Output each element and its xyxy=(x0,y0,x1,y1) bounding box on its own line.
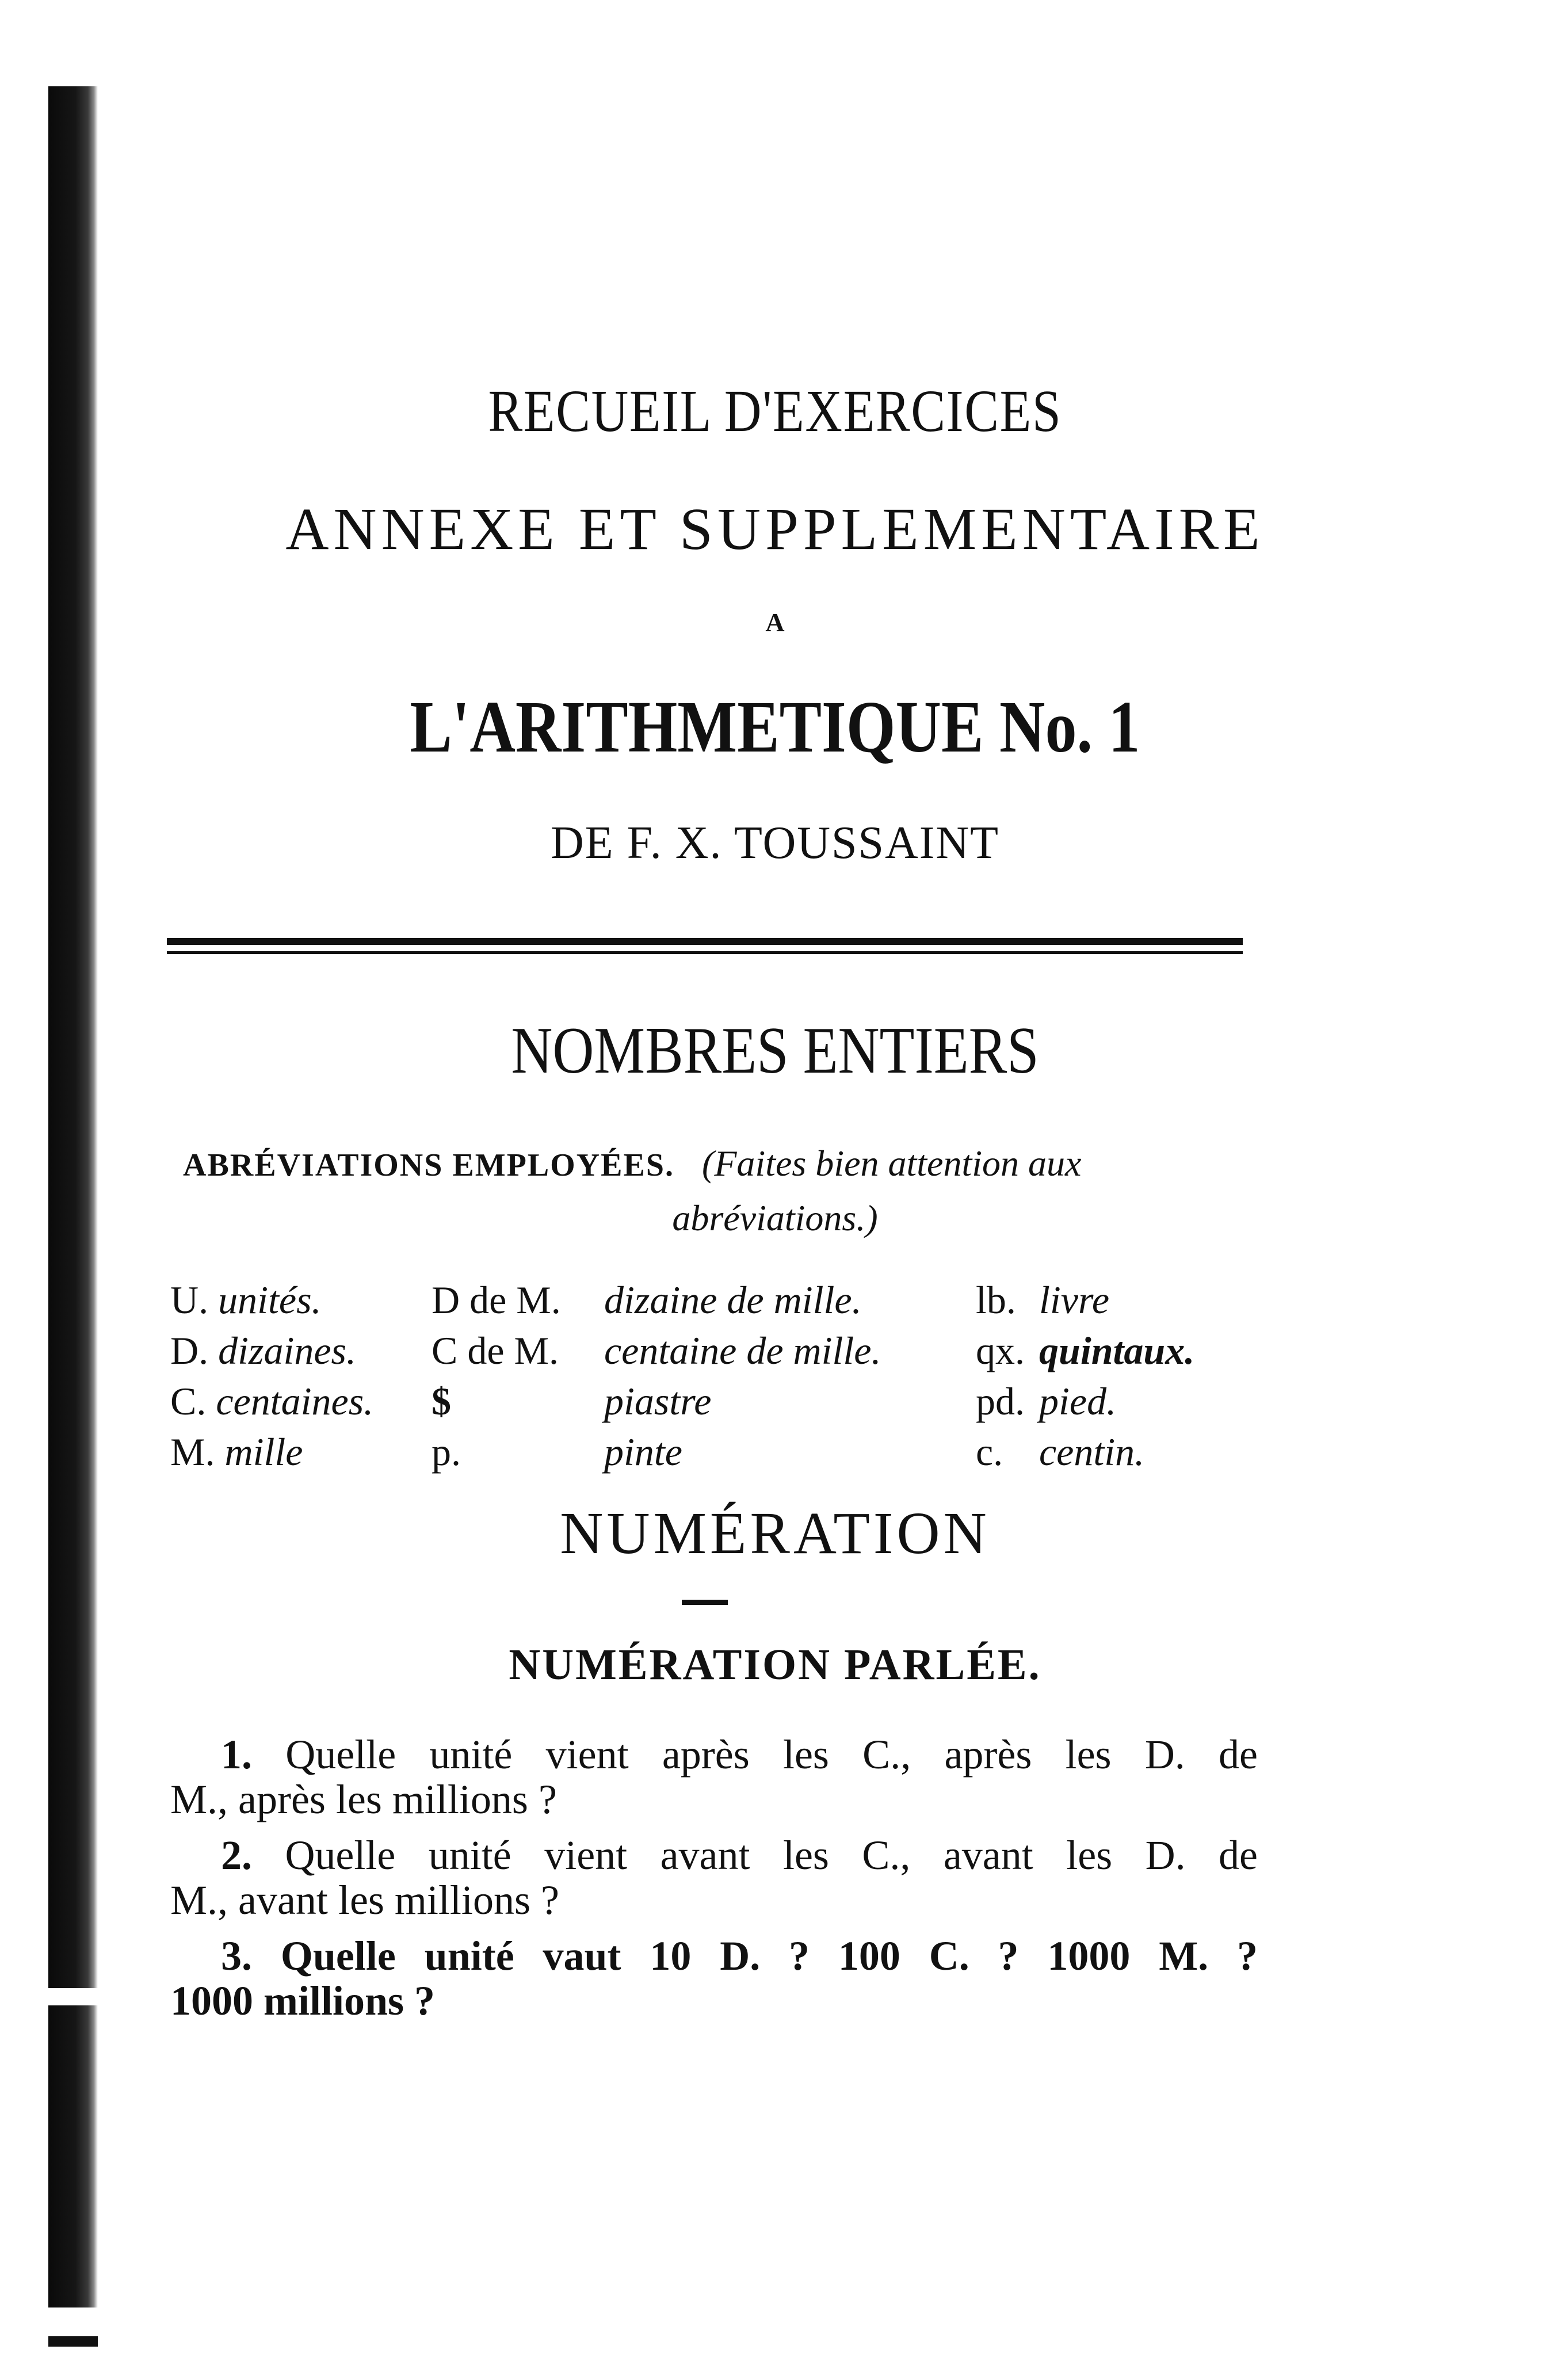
abbr-cell: livre xyxy=(1039,1278,1110,1322)
title-line-1: RECUEIL D'EXERCICES xyxy=(488,378,1062,444)
title-connector: A xyxy=(765,608,785,637)
abbr-cell: lb. xyxy=(976,1278,1016,1322)
abbreviations-note: (Faites bien attention aux xyxy=(702,1143,1082,1184)
question-item xyxy=(170,1833,1258,1923)
abbreviations-heading-line xyxy=(183,1142,1081,1185)
double-rule-thick xyxy=(167,938,1243,945)
question-number: 1. xyxy=(221,1731,252,1778)
abbr-cell: p. xyxy=(432,1430,461,1474)
numeration-subtitle: NUMÉRATION PARLÉE. xyxy=(509,1641,1041,1689)
question-continuation: 1000 millions ? xyxy=(170,1978,436,2024)
question-first-line: 3. Quelle unité vaut 10 D. ? 100 C. ? 1000 M. ? xyxy=(221,1933,1258,1979)
abbr-cell: pd. xyxy=(976,1379,1025,1423)
abbreviations-heading: ABRÉVIATIONS EMPLOYÉES. xyxy=(183,1147,675,1183)
abbreviations-note-continued: abréviations.) xyxy=(672,1197,878,1238)
abbr-cell: D. dizaines. xyxy=(170,1329,357,1372)
abbr-cell: pinte xyxy=(604,1430,682,1474)
abbr-cell: qx. xyxy=(976,1329,1025,1372)
abbr-cell: centaine de mille. xyxy=(604,1329,881,1372)
section-title: NOMBRES ENTIERS xyxy=(511,1014,1039,1088)
question-number: 3. xyxy=(221,1933,252,1979)
abbr-cell: C. centaines. xyxy=(170,1379,374,1423)
abbr-cell: M. mille xyxy=(170,1430,303,1474)
double-rule-thin xyxy=(167,951,1243,954)
abbr-cell: D de M. xyxy=(432,1278,561,1322)
abbr-cell: $ xyxy=(432,1379,451,1423)
abbr-cell: quintaux. xyxy=(1039,1329,1195,1372)
abbr-cell: dizaine de mille. xyxy=(604,1278,862,1322)
question-item xyxy=(170,1732,1258,1822)
abbr-cell: c. xyxy=(976,1430,1003,1474)
question-first-line: 2. Quelle unité vient avant les C., avant les D. de xyxy=(221,1832,1258,1878)
question-number: 2. xyxy=(221,1832,252,1878)
abbr-cell: centin. xyxy=(1039,1430,1145,1474)
short-dash-divider xyxy=(682,1600,728,1605)
title-line-2: ANNEXE ET SUPPLEMENTAIRE xyxy=(285,496,1265,562)
author-line: DE F. X. TOUSSAINT xyxy=(550,818,1000,868)
abbr-cell: pied. xyxy=(1039,1379,1117,1423)
question-continuation: M., avant les millions ? xyxy=(170,1877,559,1923)
question-item xyxy=(170,1933,1258,2023)
question-first-line: 1. Quelle unité vient après les C., après les D. de xyxy=(221,1731,1258,1778)
question-continuation: M., après les millions ? xyxy=(170,1776,557,1822)
title-line-3: L'ARITHMETIQUE No. 1 xyxy=(410,686,1140,768)
numeration-title: NUMÉRATION xyxy=(560,1500,990,1566)
abbr-cell: piastre xyxy=(604,1379,712,1423)
abbr-cell: U. unités. xyxy=(170,1278,322,1322)
abbr-cell: C de M. xyxy=(432,1329,559,1372)
